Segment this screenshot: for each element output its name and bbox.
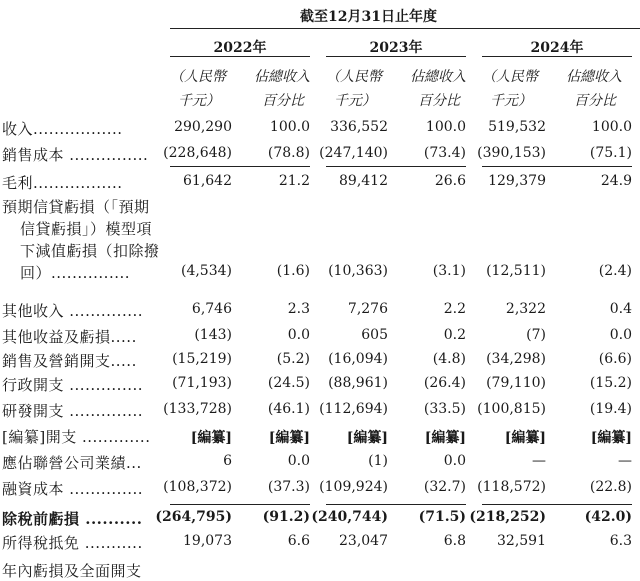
sub-pct-2022-l1: 佔總收入 <box>254 69 310 85</box>
table-cell: (6.6) <box>598 351 632 367</box>
sub-amount-2024-l1: （人民幣 <box>482 69 538 85</box>
table-cell: 7,276 <box>347 301 388 317</box>
sub-amount-2022-l1: （人民幣 <box>170 69 226 85</box>
row-label: 預期信貸虧損（「預期 <box>2 198 150 216</box>
table-cell: 290,290 <box>174 119 232 135</box>
table-cell: 32,591 <box>497 533 546 549</box>
table-cell: 26.6 <box>434 173 466 189</box>
row-label: 銷售成本 ............... <box>2 146 149 164</box>
table-cell: 0.0 <box>443 453 466 469</box>
row-label: 回）............... <box>20 264 131 282</box>
table-cell: 100.0 <box>269 119 310 135</box>
table-cell: (143) <box>194 327 232 343</box>
table-cell: (88,961) <box>328 375 388 391</box>
table-cell: 6.6 <box>287 533 310 549</box>
table-cell: — <box>532 453 546 469</box>
table-cell: 100.0 <box>425 119 466 135</box>
table-cell: 129,379 <box>488 173 546 189</box>
table-cell: (37.3) <box>267 479 310 495</box>
table-cell: 19,073 <box>183 533 232 549</box>
sub-amount-2022-l2: 千元） <box>178 93 220 109</box>
period-header: 截至12月31日止年度 <box>300 9 437 25</box>
table-cell: 61,642 <box>183 173 232 189</box>
table-cell: (33.5) <box>423 401 466 417</box>
year-2024: 2024年 <box>530 40 584 56</box>
year-2023: 2023年 <box>369 40 423 56</box>
table-cell: 6.3 <box>609 533 632 549</box>
table-cell: 2.2 <box>443 301 466 317</box>
table-cell: (1.6) <box>276 263 310 279</box>
row-label: 應佔聯營公司業績... <box>2 454 142 472</box>
table-cell: (78.8) <box>267 145 310 161</box>
sub-pct-2023-l1: 佔總收入 <box>410 69 466 85</box>
row-label: 其他收入 .............. <box>2 302 144 320</box>
table-cell: (24.5) <box>267 375 310 391</box>
table-cell: [編纂] <box>190 430 232 446</box>
table-cell: 0.4 <box>609 301 632 317</box>
table-cell: (91.2) <box>262 509 310 525</box>
rule-subtotal-2023-a <box>326 166 466 167</box>
row-label: 除稅前虧損 .......... <box>2 510 143 528</box>
row-label: [編纂]開支 ............. <box>2 428 151 446</box>
table-cell: (7) <box>526 327 546 343</box>
table-cell: [編纂] <box>590 430 632 446</box>
table-cell: 0.0 <box>609 327 632 343</box>
period-rule <box>170 28 640 29</box>
sub-pct-2022-l2: 百分比 <box>262 93 304 109</box>
table-cell: 2,322 <box>505 301 546 317</box>
table-cell: (32.7) <box>423 479 466 495</box>
table-cell: 336,552 <box>330 119 388 135</box>
table-cell: 21.2 <box>278 173 310 189</box>
table-cell: (3.1) <box>432 263 466 279</box>
rule-subtotal-2024-a <box>482 166 632 167</box>
row-label: 銷售及營銷開支..... <box>2 352 137 370</box>
table-cell: (16,094) <box>328 351 388 367</box>
row-label: 收入................. <box>2 120 123 138</box>
table-cell: (228,648) <box>163 145 232 161</box>
year-rule-2024 <box>482 56 632 57</box>
table-cell: 6 <box>223 453 232 469</box>
table-cell: [編纂] <box>504 430 546 446</box>
table-cell: (112,694) <box>319 401 388 417</box>
table-cell: 24.9 <box>600 173 632 189</box>
table-cell: [編纂] <box>268 430 310 446</box>
table-cell: 6,746 <box>191 301 232 317</box>
table-cell: (34,298) <box>486 351 546 367</box>
year-rule-2022 <box>170 56 310 57</box>
sub-pct-2023-l2: 百分比 <box>418 93 460 109</box>
table-cell: (1) <box>368 453 388 469</box>
table-cell: (5.2) <box>276 351 310 367</box>
table-cell: (46.1) <box>267 401 310 417</box>
table-cell: (109,924) <box>319 479 388 495</box>
rule-subtotal-2024-b <box>482 504 632 505</box>
row-label: 研發開支 .............. <box>2 402 144 420</box>
sub-pct-2024-l2: 百分比 <box>574 93 616 109</box>
table-cell: (79,110) <box>486 375 546 391</box>
table-cell: (133,728) <box>163 401 232 417</box>
table-cell: 605 <box>361 327 388 343</box>
table-cell: (71.5) <box>418 509 466 525</box>
table-cell: (218,252) <box>469 509 546 525</box>
row-label: 下減值虧損（扣除撥 <box>20 242 160 260</box>
table-cell: (247,140) <box>319 145 388 161</box>
rule-subtotal-2023-b <box>326 504 466 505</box>
table-cell: 2.3 <box>287 301 310 317</box>
table-cell: (19.4) <box>589 401 632 417</box>
table-cell: 0.2 <box>443 327 466 343</box>
table-cell: (73.4) <box>423 145 466 161</box>
table-cell: (240,744) <box>311 509 388 525</box>
sub-amount-2023-l2: 千元） <box>334 93 376 109</box>
row-label: 行政開支 .............. <box>2 376 144 394</box>
table-cell: [編纂] <box>424 430 466 446</box>
row-label: 毛利................. <box>2 174 123 192</box>
table-cell: (22.8) <box>589 479 632 495</box>
table-cell: (75.1) <box>589 145 632 161</box>
table-cell: 0.0 <box>287 453 310 469</box>
table-cell: (10,363) <box>328 263 388 279</box>
sub-amount-2023-l1: （人民幣 <box>326 69 382 85</box>
table-cell: (2.4) <box>598 263 632 279</box>
row-label: 信貸虧損」）模型項 <box>20 220 153 238</box>
year-rule-2023 <box>326 56 466 57</box>
table-cell: (390,153) <box>477 145 546 161</box>
table-cell: (15,219) <box>172 351 232 367</box>
table-cell: — <box>618 453 632 469</box>
row-label: 其他收益及虧損..... <box>2 328 137 346</box>
table-cell: 89,412 <box>339 173 388 189</box>
table-cell: (4.8) <box>432 351 466 367</box>
table-cell: 519,532 <box>488 119 546 135</box>
sub-pct-2024-l1: 佔總收入 <box>566 69 622 85</box>
table-cell: (15.2) <box>589 375 632 391</box>
row-label: 融資成本 .............. <box>2 480 144 498</box>
table-cell: 100.0 <box>591 119 632 135</box>
rule-subtotal-2022-b <box>170 504 310 505</box>
table-cell: 6.8 <box>443 533 466 549</box>
table-cell: 0.0 <box>287 327 310 343</box>
table-cell: (26.4) <box>423 375 466 391</box>
table-cell: (100,815) <box>477 401 546 417</box>
table-cell: (42.0) <box>584 509 632 525</box>
table-cell: (118,572) <box>477 479 546 495</box>
year-2022: 2022年 <box>213 40 267 56</box>
table-cell: (4,534) <box>180 263 232 279</box>
table-cell: (264,795) <box>155 509 232 525</box>
table-cell: (12,511) <box>486 263 546 279</box>
table-cell: 23,047 <box>339 533 388 549</box>
rule-subtotal-2022-a <box>170 166 310 167</box>
row-label: 所得稅抵免 ........... <box>2 534 143 552</box>
table-cell: (108,372) <box>163 479 232 495</box>
table-cell: [編纂] <box>346 430 388 446</box>
table-cell: (71,193) <box>172 375 232 391</box>
row-label: 年內虧損及全面開支 <box>2 562 142 580</box>
sub-amount-2024-l2: 千元） <box>490 93 532 109</box>
